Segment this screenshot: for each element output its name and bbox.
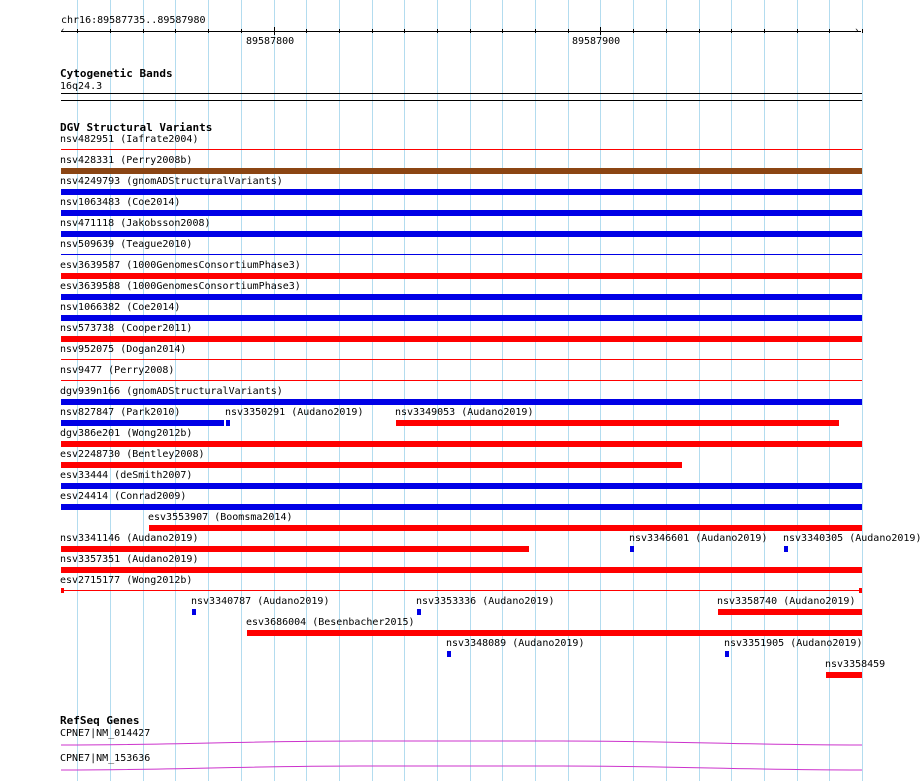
variant-label[interactable]: nsv573738 (Cooper2011) bbox=[60, 323, 193, 334]
variant-label[interactable]: nsv482951 (Iafrate2004) bbox=[60, 134, 199, 145]
ruler-tick bbox=[470, 29, 471, 33]
ruler-right-arrow-icon: › bbox=[854, 26, 860, 36]
gene-label[interactable]: CPNE7|NM_014427 bbox=[60, 728, 151, 739]
variant-bar[interactable] bbox=[61, 399, 862, 405]
variant-label[interactable]: dgv386e201 (Wong2012b) bbox=[60, 428, 193, 439]
cytoband-bar-bottom bbox=[61, 100, 862, 101]
variant-bar[interactable] bbox=[396, 420, 839, 426]
variant-bar[interactable] bbox=[826, 672, 862, 678]
ruler-tick bbox=[535, 29, 536, 33]
variant-bar[interactable] bbox=[61, 168, 862, 174]
gridline bbox=[306, 0, 307, 781]
variant-label[interactable]: nsv3349053 (Audano2019) bbox=[395, 407, 534, 418]
gene-label[interactable]: CPNE7|NM_153636 bbox=[60, 753, 151, 764]
variant-bar[interactable] bbox=[725, 651, 729, 657]
variant-label[interactable]: nsv3357351 (Audano2019) bbox=[60, 554, 199, 565]
variant-end-cap bbox=[859, 588, 862, 593]
variant-bar[interactable] bbox=[61, 590, 862, 591]
variant-label[interactable]: nsv3348089 (Audano2019) bbox=[446, 638, 585, 649]
variant-bar[interactable] bbox=[61, 189, 862, 195]
variant-label[interactable]: nsv3358740 (Audano2019) bbox=[717, 596, 856, 607]
ruler-tick bbox=[699, 29, 700, 33]
gridline bbox=[437, 0, 438, 781]
variant-bar[interactable] bbox=[61, 567, 862, 573]
gridline bbox=[470, 0, 471, 781]
cytoband-label: 16q24.3 bbox=[60, 81, 103, 92]
ruler-left-arrow-icon: ‹ bbox=[60, 26, 66, 36]
variant-label[interactable]: dgv939n166 (gnomADStructuralVariants) bbox=[60, 386, 283, 397]
variant-bar[interactable] bbox=[226, 420, 230, 426]
region-label: chr16:89587735..89587980 bbox=[61, 15, 206, 26]
variant-bar[interactable] bbox=[149, 525, 862, 531]
variant-label[interactable]: nsv3341146 (Audano2019) bbox=[60, 533, 199, 544]
variant-label[interactable]: esv3639588 (1000GenomesConsortiumPhase3) bbox=[60, 281, 301, 292]
variant-bar[interactable] bbox=[61, 483, 862, 489]
variant-label[interactable]: esv3686004 (Besenbacher2015) bbox=[246, 617, 415, 628]
variant-bar[interactable] bbox=[61, 359, 862, 360]
ruler-tick bbox=[372, 29, 373, 33]
variant-label[interactable]: esv3639587 (1000GenomesConsortiumPhase3) bbox=[60, 260, 301, 271]
ruler-tick-label: 89587800 bbox=[246, 36, 295, 47]
variant-label[interactable]: nsv3346601 (Audano2019) bbox=[629, 533, 768, 544]
variant-bar[interactable] bbox=[61, 462, 682, 468]
variant-bar[interactable] bbox=[61, 504, 862, 510]
variant-bar[interactable] bbox=[784, 546, 788, 552]
ruler-tick bbox=[143, 29, 144, 33]
variant-bar[interactable] bbox=[61, 380, 862, 381]
ruler-tick-label: 89587900 bbox=[572, 36, 621, 47]
gridline bbox=[666, 0, 667, 781]
gridline bbox=[568, 0, 569, 781]
variant-bar[interactable] bbox=[61, 254, 862, 255]
variant-label[interactable]: nsv952075 (Dogan2014) bbox=[60, 344, 187, 355]
gridline bbox=[797, 0, 798, 781]
cytoband-track-title[interactable]: Cytogenetic Bands bbox=[60, 67, 173, 80]
ruler-tick bbox=[175, 29, 176, 33]
gene-model-nm014427[interactable] bbox=[61, 737, 862, 749]
variant-bar[interactable] bbox=[447, 651, 451, 657]
variant-label[interactable]: nsv3350291 (Audano2019) bbox=[225, 407, 364, 418]
ruler-tick bbox=[600, 27, 601, 35]
ruler-tick bbox=[764, 29, 765, 33]
variant-bar[interactable] bbox=[61, 294, 862, 300]
variant-label[interactable]: nsv3358459 bbox=[825, 659, 886, 670]
ruler-tick bbox=[110, 29, 111, 33]
gridline bbox=[535, 0, 536, 781]
gene-intron-line bbox=[61, 766, 862, 770]
variant-label[interactable]: nsv1063483 (Coe2014) bbox=[60, 197, 181, 208]
ruler-tick bbox=[306, 29, 307, 33]
ruler-tick bbox=[404, 29, 405, 33]
variant-bar[interactable] bbox=[61, 336, 862, 342]
variant-label[interactable]: nsv3351905 (Audano2019) bbox=[724, 638, 863, 649]
variant-bar[interactable] bbox=[61, 231, 862, 237]
ruler-tick bbox=[829, 29, 830, 33]
gene-intron-line bbox=[61, 741, 862, 745]
variant-label[interactable]: nsv3340305 (Audano2019) bbox=[783, 533, 921, 544]
cytoband-bar-top[interactable] bbox=[61, 93, 862, 94]
variant-label[interactable]: esv3553907 (Boomsma2014) bbox=[148, 512, 293, 523]
gridline bbox=[633, 0, 634, 781]
gridline bbox=[731, 0, 732, 781]
variant-bar[interactable] bbox=[61, 441, 862, 447]
ruler-tick bbox=[633, 29, 634, 33]
variant-label[interactable]: nsv1066382 (Coe2014) bbox=[60, 302, 181, 313]
variant-label[interactable]: esv33444 (deSmith2007) bbox=[60, 470, 193, 481]
variant-label[interactable]: nsv509639 (Teague2010) bbox=[60, 239, 193, 250]
ruler-axis bbox=[61, 31, 861, 32]
gridline bbox=[764, 0, 765, 781]
variant-label[interactable]: esv24414 (Conrad2009) bbox=[60, 491, 187, 502]
variant-bar[interactable] bbox=[630, 546, 634, 552]
variant-label[interactable]: nsv3353336 (Audano2019) bbox=[416, 596, 555, 607]
variant-bar[interactable] bbox=[61, 273, 862, 279]
variant-label[interactable]: nsv428331 (Perry2008b) bbox=[60, 155, 193, 166]
variant-bar[interactable] bbox=[61, 315, 862, 321]
variant-label[interactable]: nsv471118 (Jakobsson2008) bbox=[60, 218, 211, 229]
ruler-tick bbox=[731, 29, 732, 33]
ruler-tick bbox=[274, 27, 275, 35]
variant-bar[interactable] bbox=[192, 609, 196, 615]
variant-bar[interactable] bbox=[61, 149, 862, 150]
gridline bbox=[404, 0, 405, 781]
ruler-tick bbox=[437, 29, 438, 33]
gridline bbox=[600, 0, 601, 781]
ruler-tick bbox=[77, 29, 78, 33]
variant-bar[interactable] bbox=[61, 210, 862, 216]
variant-bar[interactable] bbox=[61, 420, 224, 426]
dgv-track-title[interactable]: DGV Structural Variants bbox=[60, 121, 213, 134]
ruler-tick bbox=[502, 29, 503, 33]
variant-label[interactable]: nsv827847 (Park2010) bbox=[60, 407, 181, 418]
gene-model-nm153636[interactable] bbox=[61, 762, 862, 774]
ruler-tick bbox=[666, 29, 667, 33]
refseq-track-title[interactable]: RefSeq Genes bbox=[60, 714, 140, 727]
variant-bar[interactable] bbox=[417, 609, 421, 615]
variant-bar[interactable] bbox=[61, 546, 529, 552]
gridline bbox=[339, 0, 340, 781]
ruler-tick bbox=[568, 29, 569, 33]
variant-bar[interactable] bbox=[247, 630, 862, 636]
ruler-tick bbox=[241, 29, 242, 33]
gridline bbox=[699, 0, 700, 781]
variant-bar[interactable] bbox=[718, 609, 862, 615]
variant-end-cap bbox=[61, 588, 64, 593]
ruler-tick bbox=[797, 29, 798, 33]
ruler-tick bbox=[208, 29, 209, 33]
gridline bbox=[502, 0, 503, 781]
variant-label[interactable]: nsv3340787 (Audano2019) bbox=[191, 596, 330, 607]
ruler-tick bbox=[339, 29, 340, 33]
variant-label[interactable]: esv2715177 (Wong2012b) bbox=[60, 575, 193, 586]
ruler-tick bbox=[862, 29, 863, 33]
variant-label[interactable]: esv2248730 (Bentley2008) bbox=[60, 449, 205, 460]
variant-label[interactable]: nsv9477 (Perry2008) bbox=[60, 365, 175, 376]
gridline bbox=[372, 0, 373, 781]
variant-label[interactable]: nsv4249793 (gnomADStructuralVariants) bbox=[60, 176, 283, 187]
